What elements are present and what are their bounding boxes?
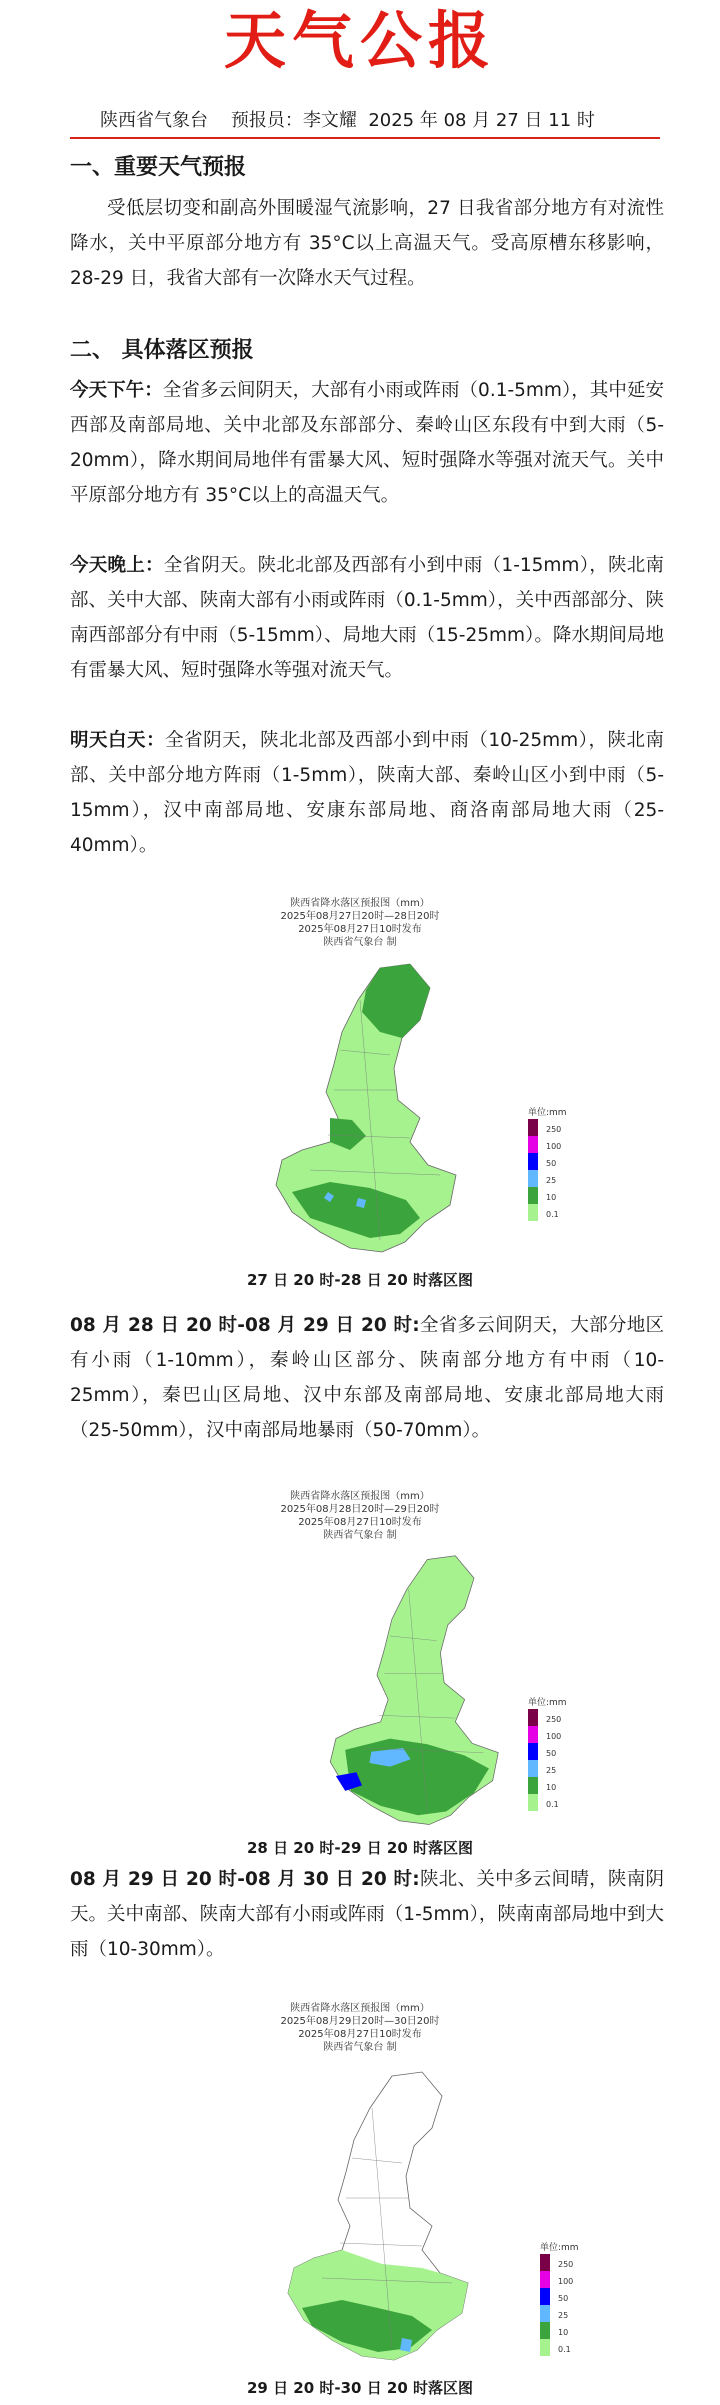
section-1-text: 受低层切变和副高外围暖湿气流影响，27 日我省部分地方有对流性降水，关中平原部分地方有 35°C以上高温天气。受高原槽东移影响，28-29 日，我省大部有一次降水天气过程。 [70,198,664,289]
legend-swatch [528,1743,538,1760]
map-3-range: 2025年08月29日20时—30日20时 [280,2016,440,2027]
legend-level: 50 [558,2294,569,2303]
tomorrow-paragraph [70,723,664,863]
period-3-label: 08 月 29 日 20 时-08 月 30 日 20 时: [70,1869,420,1890]
legend-level: 250 [546,1715,562,1724]
map-3-legend [540,2243,610,2356]
map-2-issue: 2025年08月27日10时发布 [298,1517,422,1528]
issuer-line: 陕西省气象台 预报员：李文耀 2025 年 08 月 27 日 11 时 [100,110,595,131]
legend-row [528,1760,598,1777]
legend-level: 100 [546,1142,562,1151]
legend-swatch [528,1153,538,1170]
legend-level: 10 [546,1193,557,1202]
map-1-issue: 2025年08月27日10时发布 [298,924,422,935]
legend-level: 250 [558,2260,574,2269]
tomorrow-label: 明天白天： [70,730,166,751]
legend-level: 100 [558,2277,574,2286]
map-1-shaanxi-precip [270,960,470,1260]
legend-level: 10 [558,2328,569,2337]
legend-level: 250 [546,1125,562,1134]
legend-row [528,1794,598,1811]
tonight-label: 今天晚上： [70,555,164,576]
legend-row [540,2305,610,2322]
legend-level: 25 [558,2311,569,2320]
tonight-text: 全省阴天。陕北北部及西部有小到中雨（1-15mm），陕北南部、关中大部、陕南大部有小雨或阵雨（0.1-5mm），关中西部部分、陕南西部部分有中雨（5-15mm）、局地大雨（15-25mm）。降水期间局地有雷暴大风、短时强降水等强对流天气。 [70,555,664,681]
legend-row [528,1709,598,1726]
bulletin-title: 天气公报 [223,4,496,77]
legend-swatch [528,1119,538,1136]
legend-row [528,1119,598,1136]
legend-row [540,2339,610,2356]
legend-swatch [540,2271,550,2288]
map-2-title: 陕西省降水落区预报图（mm） [290,1491,430,1502]
map-1-legend-unit: 单位:mm [528,1108,567,1118]
legend-swatch [528,1794,538,1811]
today-afternoon-label: 今天下午： [70,380,163,401]
legend-row [528,1187,598,1204]
legend-row [528,1777,598,1794]
legend-swatch [528,1726,538,1743]
map-2-shaanxi-precip [318,1552,518,1832]
period-3-text: 陕北、关中多云间晴，陕南阴天。关中南部、陕南大部有小雨或阵雨（1-5mm），陕南南部局地中到大雨（10-30mm）。 [70,1869,664,1960]
legend-level: 0.1 [558,2345,571,2354]
legend-swatch [528,1136,538,1153]
legend-row [540,2288,610,2305]
tomorrow-text: 全省阴天，陕北北部及西部小到中雨（10-25mm），陕北南部、关中部分地方阵雨（1-5mm），陕南大部、秦岭山区小到中雨（5-15mm），汉中南部局地、安康东部局地、商洛南部局地大雨（25-40mm）。 [70,730,664,856]
map-1-title: 陕西省降水落区预报图（mm） [290,898,430,909]
period-3-paragraph [70,1862,664,1967]
legend-swatch [528,1204,538,1221]
period-2-text: 全省多云间阴天，大部分地区有小雨（1-10mm），秦岭山区部分、陕南部分地方有中雨（10-25mm），秦巴山区局地、汉中东部及南部局地、安康北部局地大雨（25-50mm），汉中南部局地暴雨（50-70mm）。 [70,1315,664,1441]
legend-swatch [540,2322,550,2339]
legend-swatch [528,1170,538,1187]
legend-row [528,1153,598,1170]
legend-level: 0.1 [546,1800,559,1809]
legend-row [540,2271,610,2288]
legend-swatch [528,1709,538,1726]
legend-row [528,1726,598,1743]
map-1-header [0,897,720,949]
legend-level: 25 [546,1176,557,1185]
legend-swatch [528,1760,538,1777]
map-3-header [0,2002,720,2054]
today-afternoon-paragraph [70,373,664,513]
legend-swatch [540,2254,550,2271]
map-2-range: 2025年08月28日20时—29日20时 [280,1504,440,1515]
map-3-title: 陕西省降水落区预报图（mm） [290,2003,430,2014]
tonight-paragraph [70,548,664,688]
map-1-range: 2025年08月27日20时—28日20时 [280,911,440,922]
period-2-label: 08 月 28 日 20 时-08 月 29 日 20 时: [70,1315,420,1336]
legend-swatch [528,1187,538,1204]
header-divider [70,137,660,139]
map-3-shaanxi-precip [282,2068,482,2368]
map-1-caption: 27 日 20 时-28 日 20 时落区图 [246,1271,474,1289]
legend-level: 50 [546,1159,557,1168]
today-afternoon-text: 全省多云间阴天，大部有小雨或阵雨（0.1-5mm），其中延安西部及南部局地、关中北部及东部部分、秦岭山区东段有中到大雨（5-20mm），降水期间局地伴有雷暴大风、短时强降水等强对流天气。关中平原部分地方有 35°C以上的高温天气。 [70,380,664,506]
map-2-header [0,1490,720,1542]
legend-level: 0.1 [546,1210,559,1219]
legend-row [540,2322,610,2339]
legend-row [528,1204,598,1221]
legend-level: 25 [546,1766,557,1775]
map-3-legend-unit: 单位:mm [540,2243,579,2253]
section-2-heading: 二、 具体落区预报 [70,338,254,363]
legend-row [540,2254,610,2271]
period-2-paragraph [70,1308,664,1448]
legend-level: 50 [546,1749,557,1758]
map-3-issue: 2025年08月27日10时发布 [298,2029,422,2040]
legend-swatch [540,2288,550,2305]
legend-swatch [540,2339,550,2356]
legend-swatch [528,1777,538,1794]
legend-row [528,1136,598,1153]
map-1-legend [528,1108,598,1221]
legend-swatch [540,2305,550,2322]
map-1-org: 陕西省气象台 制 [323,937,397,948]
map-3-caption: 29 日 20 时-30 日 20 时落区图 [246,2379,474,2397]
legend-level: 10 [546,1783,557,1792]
map-2-org: 陕西省气象台 制 [323,1530,397,1541]
legend-level: 100 [546,1732,562,1741]
map-3-org: 陕西省气象台 制 [323,2042,397,2053]
legend-row [528,1170,598,1187]
map-2-legend [528,1698,598,1811]
map-2-caption: 28 日 20 时-29 日 20 时落区图 [246,1839,474,1857]
map-2-legend-unit: 单位:mm [528,1698,567,1708]
section-1-heading: 一、重要天气预报 [70,155,247,180]
legend-row [528,1743,598,1760]
